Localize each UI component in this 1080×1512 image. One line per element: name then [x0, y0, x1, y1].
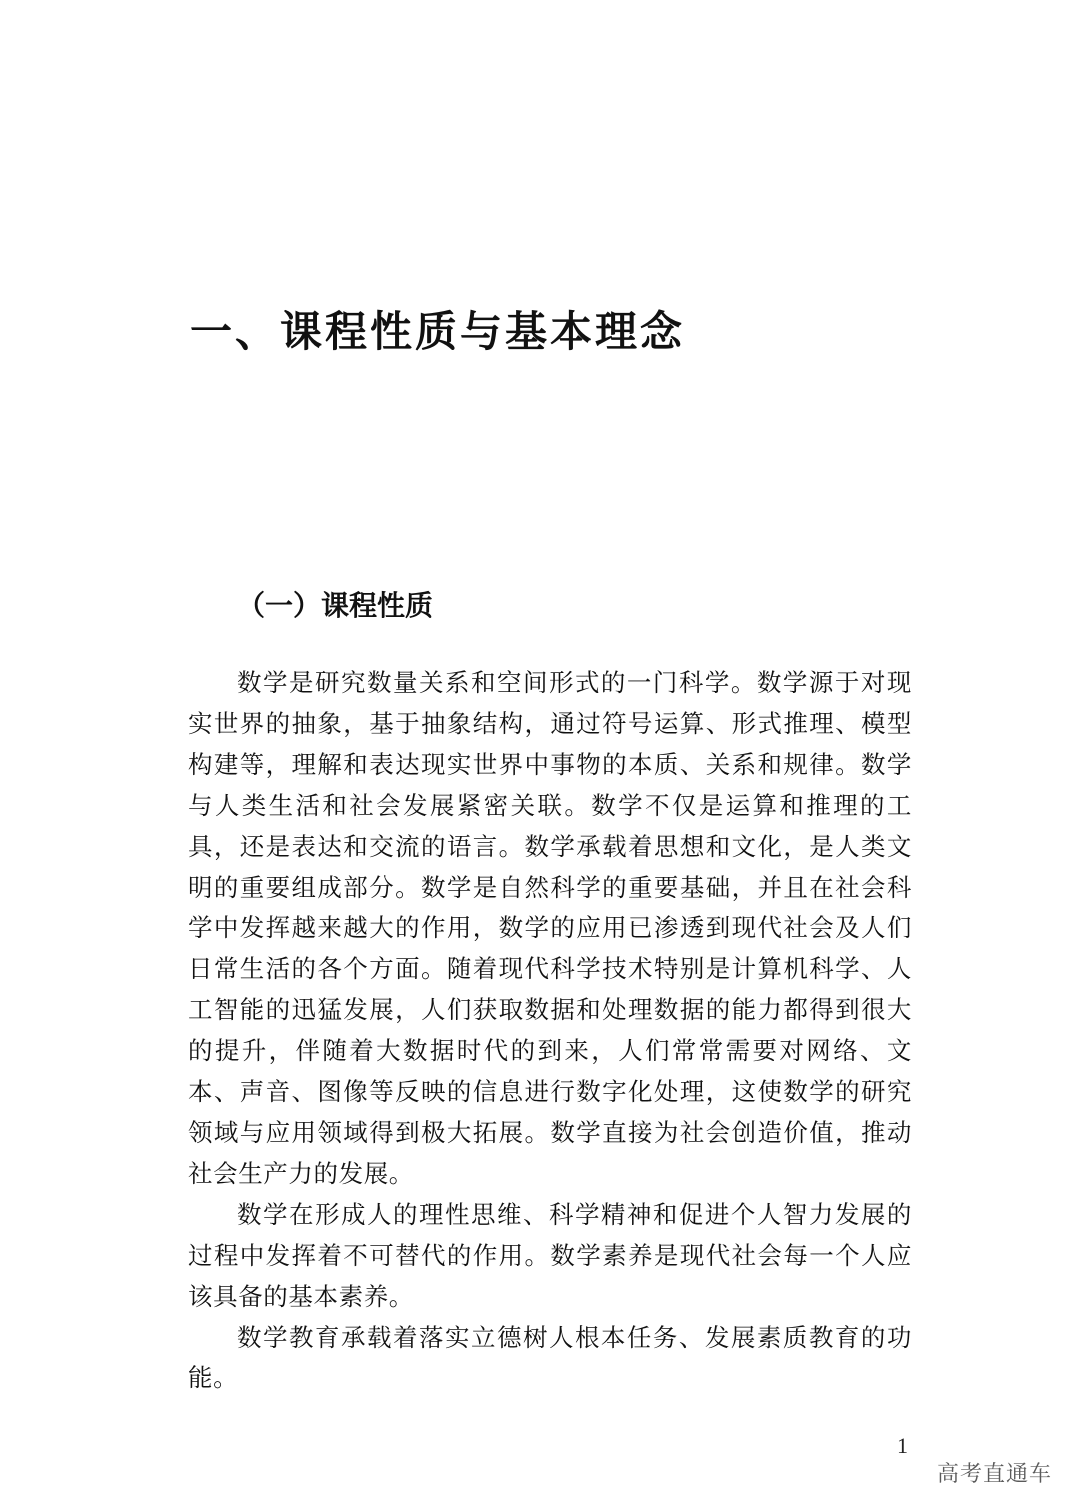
- body-text: [188, 663, 912, 1399]
- paragraph-1: 数学是研究数量关系和空间形式的一门科学。数学源于对现实世界的抽象，基于抽象结构，通过符号运算、形式推理、模型构建等，理解和表达现实世界中事物的本质、关系和规律。数学与人类生活和社会发展紧密关联。数学不仅是运算和推理的工具，还是表达和交流的语言。数学承载着思想和文化，是人类文明的重要组成部分。数学是自然科学的重要基础，并且在社会科学中发挥越来越大的作用，数学的应用已渗透到现代社会及人们日常生活的各个方面。随着现代科学技术特别是计算机科学、人工智能的迅猛发展，人们获取数据和处理数据的能力都得到很大的提升，伴随着大数据时代的到来，人们常常需要对网络、文本、声音、图像等反映的信息进行数字化处理，这使数学的研究领域与应用领域得到极大拓展。数学直接为社会创造价值，推动社会生产力的发展。: [188, 668, 912, 1188]
- chapter-title: 一、课程性质与基本理念: [190, 307, 686, 356]
- paragraph-3: 数学教育承载着落实立德树人根本任务、发展素质教育的功能。: [188, 1322, 912, 1393]
- page-number: 1: [897, 1433, 908, 1458]
- watermark-text: 高考直通车: [936, 1462, 1052, 1487]
- paragraph-2: 数学在形成人的理性思维、科学精神和促进个人智力发展的过程中发挥着不可替代的作用。数学素养是现代社会每一个人应该具备的基本素养。: [188, 1199, 912, 1311]
- section-title: （一）课程性质: [237, 589, 434, 622]
